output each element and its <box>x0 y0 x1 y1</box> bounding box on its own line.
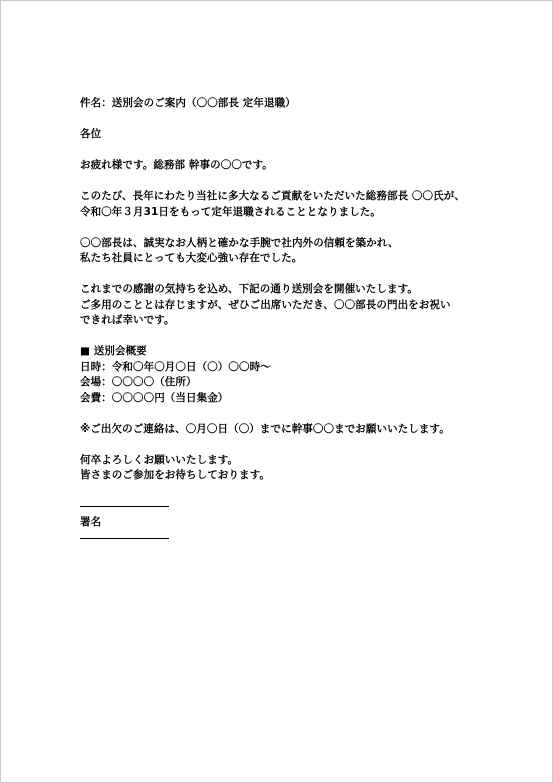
paragraph-2-line-1: 〇〇部長は、誠実なお人柄と確かな手腕で社内外の信頼を築かれ、 <box>80 236 399 249</box>
overview-venue: 会場：〇〇〇〇（住所） <box>80 376 197 388</box>
closing-line-1: 何卒よろしくお願いいたします。 <box>80 453 239 466</box>
salutation: 各位 <box>80 128 102 140</box>
paragraph-1-line-2: 令和〇年３月31日をもって定年退職されることとなりました。 <box>80 205 382 218</box>
paragraph-3-line-2: ご多用のこととは存じますが、ぜひご出席いただき、〇〇部長の門出をお祝い <box>80 298 451 311</box>
signature: 署名 <box>80 516 102 528</box>
paragraph-2-line-2: 私たち社員にとっても大変心強い存在でした。 <box>80 252 303 264</box>
closing-line-2: 皆さまのご参加をお待ちしております。 <box>80 469 270 481</box>
greeting: お疲れ様です。総務部 幹事の〇〇です。 <box>80 159 273 171</box>
paragraph-1-line-1: このたび、長年にわたり当社に多大なるご貢献をいただいた総務部長 〇〇氏が、 <box>80 190 465 202</box>
overview-fee: 会費：〇〇〇〇円（当日集金） <box>80 391 229 404</box>
signature-rule-bottom <box>80 538 169 539</box>
rsvp-note: ※ご出欠のご連絡は、〇月〇日（〇）までに幹事〇〇までお願いいたします。 <box>80 422 450 435</box>
subject-line: 件名：送別会のご案内（〇〇部長 定年退職） <box>80 97 296 109</box>
paragraph-3-line-1: これまでの感謝の気持ちを込め、下記の通り送別会を開催いたします。 <box>80 283 418 295</box>
letter-body <box>80 96 520 547</box>
overview-heading: ■ 送別会概要 <box>80 345 147 357</box>
paragraph-3-line-3: できれば幸いです。 <box>80 314 175 326</box>
overview-datetime: 日時：令和〇年〇月〇日（〇）〇〇時～ <box>80 360 271 373</box>
signature-rule-top <box>80 506 169 507</box>
